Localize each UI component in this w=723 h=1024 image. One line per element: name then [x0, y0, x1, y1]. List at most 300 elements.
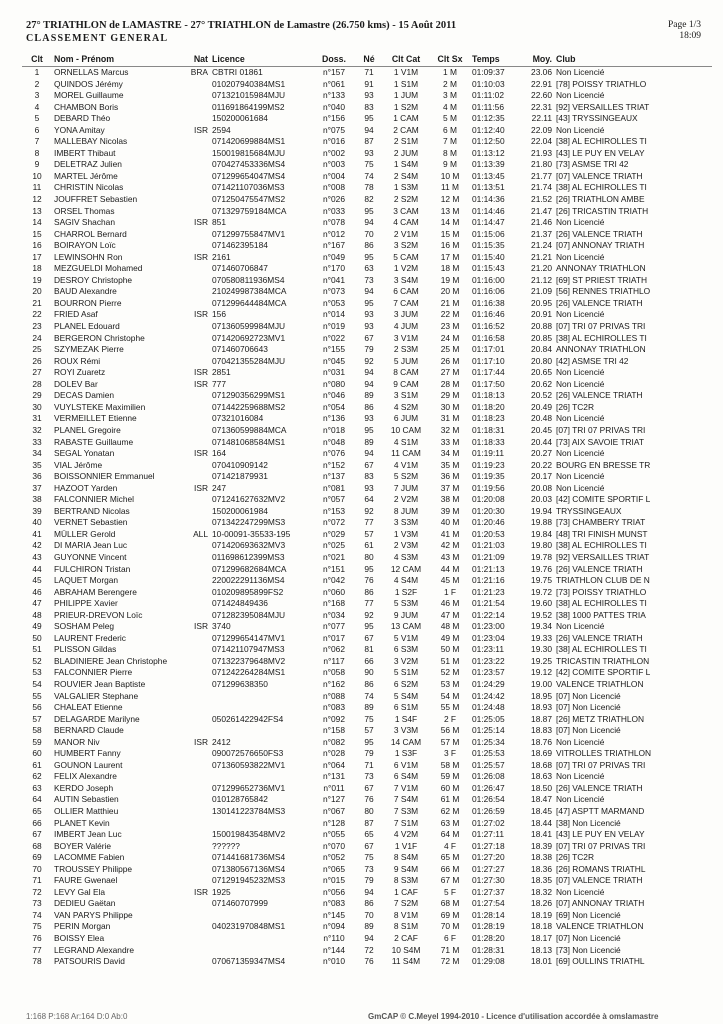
cell-clt: 25	[32, 344, 42, 355]
table-row	[22, 818, 712, 830]
cell-doss: n°053	[323, 297, 345, 308]
cell-doss: n°010	[323, 956, 345, 967]
table-row	[22, 864, 712, 876]
cell-licence: 090072576650FS3	[212, 748, 284, 759]
cell-moy: 21.80	[531, 159, 552, 170]
cell-nat	[182, 460, 210, 472]
cell-temps: 01:12:35	[472, 113, 505, 124]
cell-ne: 72	[364, 944, 374, 955]
cell-name: HAZOOT Yarden	[54, 482, 118, 493]
cell-clt-sx: 52 M	[440, 667, 460, 678]
cell-clt-cat: 3 S3M	[393, 517, 419, 528]
cell-doss: n°128	[323, 817, 345, 828]
cell-nat	[182, 575, 210, 587]
cell-doss: n°029	[323, 528, 345, 539]
cell-name: BERGERON Christophe	[54, 332, 145, 343]
cell-clt-sx: 12 M	[440, 194, 460, 205]
cell-moy: 18.32	[531, 886, 552, 897]
cell-temps: 01:26:47	[472, 782, 505, 793]
cell-moy: 18.13	[531, 944, 552, 955]
cell-clt-cat: 7 S3M	[393, 806, 419, 816]
cell-doss: n°018	[323, 424, 345, 435]
cell-clt-cat: 2 V3M	[393, 540, 419, 551]
cell-clt-sx: 20 M	[440, 286, 460, 297]
cell-clt: 47	[32, 598, 42, 609]
cell-moy: 20.03	[531, 494, 552, 505]
cell-licence: ??????	[212, 840, 240, 851]
cell-clt: 76	[32, 933, 42, 944]
cell-clt-sx: 72 M	[440, 956, 460, 967]
cell-clt: 3	[34, 90, 40, 101]
cell-clt-sx: 1 F	[443, 586, 457, 597]
cell-nat	[182, 194, 210, 206]
table-row	[22, 171, 712, 183]
col-header-temps: Temps	[470, 52, 520, 67]
cell-clt: 73	[32, 898, 42, 909]
cell-ne: 67	[364, 632, 374, 643]
cell-ne: 87	[364, 817, 374, 828]
cell-clt-sx: 43 M	[440, 551, 460, 562]
cell-temps: 01:27:11	[472, 829, 504, 840]
cell-club: [92] VERSAILLES TRIAT	[556, 101, 650, 112]
cell-temps: 01:28:19	[472, 921, 505, 932]
cell-nat	[182, 564, 210, 576]
cell-licence: 071282395084MJU	[212, 609, 286, 620]
cell-club: Non Licencié	[556, 482, 605, 493]
cell-clt-cat: 4 CAM	[393, 217, 419, 228]
table-row	[22, 367, 712, 379]
cell-moy: 18.18	[531, 921, 552, 932]
cell-club: [26] METZ TRIATHLON	[556, 713, 645, 724]
table-row	[22, 841, 712, 853]
cell-nat	[182, 691, 210, 703]
cell-licence: 071420693632MV3	[212, 540, 286, 551]
cell-name: BOISSONNIER Emmanuel	[54, 471, 155, 482]
cell-moy: 18.17	[531, 933, 552, 944]
results-body	[22, 67, 712, 968]
cell-licence: 070580811936MS4	[212, 274, 285, 285]
cell-temps: 01:26:54	[472, 794, 505, 805]
cell-name: DEBARD Théo	[54, 113, 111, 124]
cell-clt-sx: 5 M	[443, 113, 457, 124]
cell-temps: 01:18:33	[472, 436, 505, 447]
cell-licence: 070421355284MJU	[212, 355, 286, 366]
cell-club: [07] TRI 07 PRIVAS TRI	[556, 424, 646, 435]
cell-licence: 071420692723MV1	[212, 332, 286, 343]
cell-doss: n°028	[323, 748, 345, 759]
cell-clt-sx: 59 M	[440, 771, 460, 782]
cell-clt: 58	[32, 725, 42, 736]
cell-clt-sx: 6 F	[443, 933, 457, 944]
cell-doss: n°167	[323, 240, 345, 251]
cell-licence: 777	[212, 378, 226, 389]
cell-clt-cat: 10 S4M	[391, 944, 421, 955]
cell-ne: 71	[364, 67, 374, 77]
cell-clt-cat: 6 S4M	[393, 771, 419, 782]
table-row	[22, 771, 712, 783]
cell-ne: 78	[364, 182, 374, 193]
cell-ne: 63	[364, 263, 374, 274]
cell-temps: 01:25:14	[472, 725, 505, 736]
cell-name: DESROY Christophe	[54, 274, 133, 285]
cell-clt: 11	[32, 182, 42, 193]
table-row	[22, 494, 712, 506]
cell-ne: 93	[364, 321, 374, 332]
cell-clt: 18	[32, 263, 42, 274]
cell-nat	[182, 136, 210, 148]
cell-moy: 20.80	[531, 355, 552, 366]
cell-doss: n°065	[323, 863, 345, 874]
cell-name: JOUFFRET Sebastien	[54, 194, 138, 205]
cell-temps: 01:16:46	[472, 309, 505, 320]
cell-nat	[182, 714, 210, 726]
cell-clt: 44	[32, 563, 42, 574]
cell-moy: 18.69	[531, 748, 552, 759]
cell-clt-cat: 4 V1M	[393, 459, 419, 470]
cell-clt-sx: 26 M	[440, 355, 460, 366]
cell-club: [73] CHAMBERY TRIAT	[556, 517, 646, 528]
cell-licence: 071299755847MV1	[212, 228, 286, 239]
cell-clt-cat: 1 CAF	[394, 886, 418, 897]
cell-nat	[182, 275, 210, 287]
cell-name: PLANEL Gregoire	[54, 424, 121, 435]
cell-name: VIAL Jérôme	[54, 459, 103, 470]
cell-licence: 071360599884MCA	[212, 424, 287, 435]
table-row	[22, 552, 712, 564]
cell-licence: 851	[212, 217, 226, 228]
cell-nat	[182, 286, 210, 298]
cell-licence: 071420699884MS1	[212, 136, 286, 147]
cell-doss: n°061	[323, 78, 345, 89]
cell-club: BOURG EN BRESSE TR	[556, 459, 651, 470]
cell-temps: 01:11:56	[472, 101, 504, 112]
cell-temps: 01:23:04	[472, 632, 505, 643]
cell-name: ABRAHAM Berengere	[54, 586, 137, 597]
cell-clt-cat: 1 S4F	[394, 713, 418, 724]
cell-nat	[182, 610, 210, 622]
table-row	[22, 240, 712, 252]
cell-clt: 8	[34, 147, 40, 158]
cell-licence: 071342247299MS3	[212, 517, 286, 528]
cell-temps: 01:25:05	[472, 713, 505, 724]
cell-clt-cat: 6 S3M	[393, 644, 419, 655]
cell-moy: 18.68	[531, 759, 552, 770]
cell-clt-cat: 6 S2M	[393, 678, 419, 689]
cell-doss: n°117	[323, 655, 345, 666]
cell-nat	[182, 818, 210, 830]
table-row	[22, 298, 712, 310]
col-header-clt: Clt	[22, 52, 52, 67]
cell-nat	[182, 875, 210, 887]
cell-licence: 247	[212, 482, 226, 493]
cell-clt-cat: 3 V2M	[393, 655, 419, 666]
cell-clt: 77	[32, 944, 42, 955]
cell-clt-cat: 7 S1M	[393, 817, 419, 828]
cell-name: MANOR Niv	[54, 736, 100, 747]
cell-ne: 79	[364, 748, 374, 759]
cell-clt-sx: 9 M	[443, 159, 457, 170]
cell-clt-cat: 1 V1M	[393, 67, 419, 77]
cell-clt-sx: 11 M	[441, 182, 459, 193]
cell-club: Non Licencié	[556, 471, 605, 482]
cell-clt-cat: 14 CAM	[390, 736, 422, 747]
cell-moy: 18.76	[531, 736, 552, 747]
cell-ne: 94	[364, 217, 374, 228]
cell-doss: n°127	[323, 794, 345, 805]
cell-temps: 01:12:50	[472, 136, 505, 147]
table-row	[22, 794, 712, 806]
cell-clt: 38	[32, 494, 42, 505]
cell-nat: ISR	[194, 124, 208, 135]
table-row	[22, 333, 712, 345]
cell-temps: 01:22:14	[472, 609, 505, 620]
cell-clt-cat: 2 V2M	[393, 494, 419, 505]
table-row	[22, 102, 712, 114]
cell-ne: 76	[364, 575, 374, 586]
cell-nat	[182, 113, 210, 125]
cell-moy: 22.91	[531, 78, 552, 89]
cell-doss: n°080	[323, 378, 345, 389]
cell-doss: n°002	[323, 147, 345, 158]
cell-clt: 21	[32, 297, 42, 308]
cell-name: DECAS Damien	[54, 390, 115, 401]
cell-moy: 19.94	[531, 505, 552, 516]
cell-club: [07] VALENCE TRIATH	[556, 875, 643, 886]
cell-moy: 18.19	[531, 909, 552, 920]
cell-doss: n°094	[323, 921, 345, 932]
cell-name: LEGRAND Alexandre	[54, 944, 135, 955]
cell-clt-sx: 16 M	[440, 240, 460, 251]
cell-clt-sx: 34 M	[440, 448, 460, 459]
cell-temps: 01:24:42	[472, 690, 505, 701]
cell-clt-sx: 42 M	[440, 540, 460, 551]
cell-clt-sx: 48 M	[440, 621, 460, 632]
table-row	[22, 575, 712, 587]
cell-clt-cat: 4 S1M	[393, 436, 419, 447]
cell-moy: 18.95	[531, 690, 552, 701]
cell-clt-cat: 4 V2M	[393, 829, 419, 840]
cell-temps: 01:19:56	[472, 482, 505, 493]
cell-licence: 071462395184	[212, 240, 268, 251]
cell-nat	[182, 794, 210, 806]
cell-clt: 70	[32, 863, 42, 874]
cell-temps: 01:29:08	[472, 956, 505, 967]
cell-licence	[210, 933, 312, 945]
cell-nat	[182, 852, 210, 864]
cell-licence: 071460707999	[212, 898, 268, 909]
cell-temps: 01:20:53	[472, 528, 505, 539]
cell-doss: n°034	[323, 609, 345, 620]
cell-clt-sx: 38 M	[440, 494, 460, 505]
cell-club: [26] VALENCE TRIATH	[556, 228, 643, 239]
cell-ne: 82	[364, 194, 374, 205]
table-row	[22, 806, 712, 818]
table-row	[22, 483, 712, 495]
cell-club: [26] VALENCE TRIATH	[556, 390, 643, 401]
cell-clt-sx: 28 M	[440, 378, 460, 389]
cell-clt-sx: 29 M	[440, 390, 460, 401]
results-table	[22, 52, 712, 968]
cell-doss: n°082	[323, 736, 345, 747]
cell-moy: 21.77	[531, 170, 552, 181]
cell-clt-cat: 8 S3M	[393, 875, 419, 886]
cell-club: [43] LE PUY EN VELAY	[556, 147, 645, 158]
cell-moy: 19.72	[531, 586, 552, 597]
cell-moy: 18.39	[531, 840, 552, 851]
cell-ne: 79	[364, 875, 374, 886]
cell-licence: 164	[212, 448, 226, 459]
cell-doss: n°055	[323, 829, 345, 840]
cell-moy: 21.20	[531, 263, 552, 274]
cell-clt-sx: 1 M	[443, 67, 457, 77]
cell-clt-sx: 69 M	[440, 909, 460, 920]
cell-doss: n°170	[323, 263, 345, 274]
cell-doss: n°049	[323, 251, 345, 262]
cell-nat	[182, 679, 210, 691]
cell-name: GOUNON Laurent	[54, 759, 123, 770]
cell-club: [07] Non Licencié	[556, 933, 621, 944]
cell-name: MEZGUELDI Mohamed	[54, 263, 143, 274]
cell-club: [69] OULLINS TRIATHL	[556, 956, 645, 967]
cell-moy: 19.80	[531, 540, 552, 551]
cell-clt: 6	[34, 124, 40, 135]
cell-clt: 31	[32, 413, 42, 424]
cell-clt-cat: 1 CAM	[393, 113, 419, 124]
cell-ne: 93	[364, 309, 374, 320]
cell-licence: 220022291136MS4	[212, 575, 285, 586]
cell-clt-cat: 9 CAM	[393, 378, 419, 389]
cell-moy: 22.04	[531, 136, 552, 147]
cell-nat	[182, 933, 210, 945]
cell-clt: 27	[32, 367, 42, 378]
cell-nat	[182, 841, 210, 853]
cell-name: BOYER Valérie	[54, 840, 112, 851]
cell-club: [26] VALENCE TRIATH	[556, 782, 643, 793]
cell-ne: 67	[364, 782, 374, 793]
cell-doss: n°072	[323, 517, 345, 528]
cell-doss: n°015	[323, 875, 345, 886]
cell-clt: 4	[34, 101, 40, 112]
cell-clt: 40	[32, 517, 42, 528]
cell-moy: 21.47	[531, 205, 552, 216]
cell-temps: 01:19:11	[472, 448, 504, 459]
cell-name: VERMEILLET Etienne	[54, 413, 137, 424]
cell-nat	[182, 182, 210, 194]
cell-clt-sx: 39 M	[440, 505, 460, 516]
table-row	[22, 517, 712, 529]
cell-doss: n°088	[323, 690, 345, 701]
cell-temps: 01:23:57	[472, 667, 505, 678]
cell-temps: 01:16:06	[472, 286, 505, 297]
cell-clt-sx: 18 M	[440, 263, 460, 274]
cell-ne: 86	[364, 240, 374, 251]
cell-name: PATSOURIS David	[54, 956, 125, 967]
cell-nat: BRA	[190, 67, 208, 77]
cell-ne: 94	[364, 448, 374, 459]
cell-ne: 87	[364, 136, 374, 147]
cell-name: BLADINIERE Jean Christophe	[54, 655, 168, 666]
cell-name: QUINDOS Jérémy	[54, 78, 123, 89]
cell-clt-sx: 23 M	[440, 321, 460, 332]
cell-ne: 81	[364, 644, 374, 655]
cell-licence	[210, 725, 312, 737]
cell-nat: ISR	[194, 378, 208, 389]
cell-moy: 18.45	[531, 806, 552, 816]
cell-clt-cat: 12 CAM	[390, 563, 422, 574]
cell-clt-sx: 64 M	[440, 829, 460, 840]
cell-nat	[182, 356, 210, 368]
cell-clt-cat: 4 S2M	[393, 401, 419, 412]
cell-temps: 01:13:51	[472, 182, 505, 193]
cell-licence: 10-00091-35533-195	[212, 528, 291, 539]
cell-name: MOREL Guillaume	[54, 90, 124, 101]
cell-moy: 20.45	[531, 424, 552, 435]
cell-clt: 48	[32, 609, 42, 620]
cell-club: [38] AL ECHIROLLES TI	[556, 598, 647, 609]
cell-name: VERNET Sebastien	[54, 517, 128, 528]
cell-doss: n°083	[323, 702, 345, 713]
table-row	[22, 252, 712, 264]
cell-ne: 57	[364, 725, 374, 736]
cell-clt-sx: 14 M	[440, 217, 460, 228]
cell-club: [43] LE PUY EN VELAY	[556, 829, 645, 840]
cell-ne: 89	[364, 436, 374, 447]
cell-name: MALLEBAY Nicolas	[54, 136, 128, 147]
table-row	[22, 910, 712, 922]
cell-club: [38] Non Licencié	[556, 817, 621, 828]
cell-doss: n°083	[323, 898, 345, 909]
cell-clt-sx: 22 M	[440, 309, 460, 320]
cell-ne: 95	[364, 205, 374, 216]
cell-moy: 21.12	[531, 274, 552, 285]
cell-temps: 01:26:59	[472, 806, 505, 816]
cell-licence: 040231970848MS1	[212, 921, 286, 932]
table-row	[22, 67, 712, 79]
table-row	[22, 921, 712, 933]
cell-ne: 74	[364, 690, 374, 701]
cell-nat	[182, 783, 210, 795]
col-header-clt-sx: Clt Sx	[430, 52, 470, 67]
cell-licence: 071481068584MS1	[212, 436, 286, 447]
cell-clt: 28	[32, 378, 42, 389]
table-row	[22, 90, 712, 102]
cell-doss: n°048	[323, 436, 345, 447]
cell-ne: 67	[364, 332, 374, 343]
cell-clt: 29	[32, 390, 42, 401]
cell-club: Non Licencié	[556, 413, 605, 424]
cell-clt-cat: 11 CAM	[391, 448, 421, 459]
cell-clt-cat: 1 V2M	[393, 263, 419, 274]
cell-ne: 83	[364, 101, 374, 112]
cell-ne: 90	[364, 667, 374, 678]
cell-clt-cat: 2 CAM	[393, 124, 419, 135]
table-row	[22, 945, 712, 957]
page-number: Page 1/3	[668, 20, 701, 30]
table-row	[22, 471, 712, 483]
cell-doss: n°056	[323, 886, 345, 897]
cell-temps: 01:23:00	[472, 621, 505, 632]
cell-moy: 21.46	[531, 217, 552, 228]
cell-club: Non Licencié	[556, 886, 605, 897]
col-header-doss: Doss.	[312, 52, 356, 67]
cell-nat	[182, 171, 210, 183]
cell-clt-cat: 4 S3M	[393, 551, 419, 562]
cell-ne: 67	[364, 459, 374, 470]
cell-nat	[182, 471, 210, 483]
cell-nat	[182, 263, 210, 275]
cell-nat: ISR	[194, 482, 208, 493]
cell-temps: 01:21:13	[472, 563, 505, 574]
